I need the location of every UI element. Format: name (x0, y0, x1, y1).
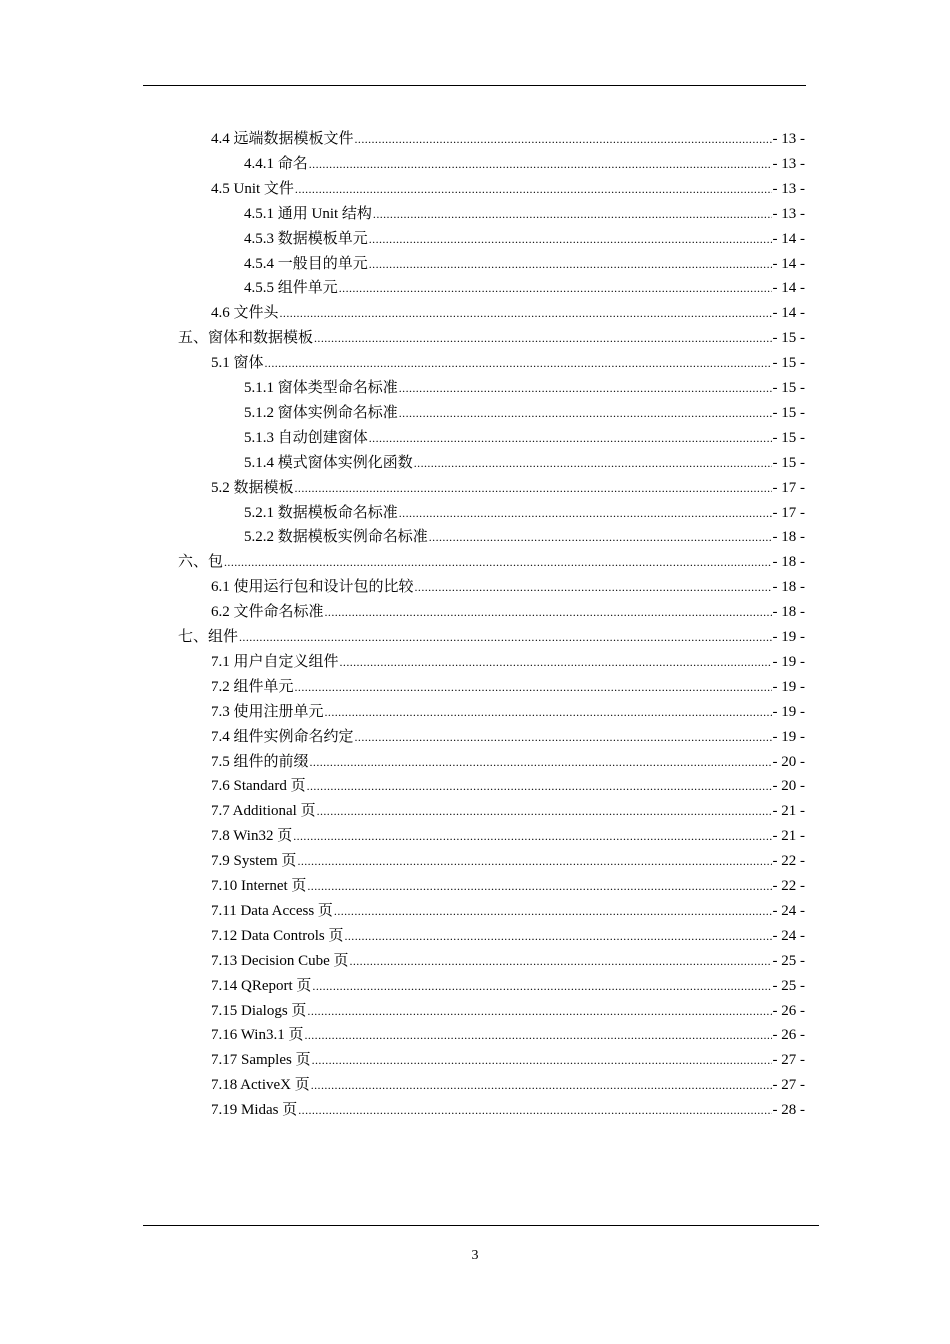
toc-entry-page: - 14 - (772, 305, 805, 322)
page-number: 3 (471, 1248, 479, 1263)
toc-entry[interactable] (244, 249, 805, 273)
toc-entry-title: 7.8 Win32 页 (211, 828, 293, 845)
toc-entry-title: 6.2 文件命名标准 (211, 604, 324, 621)
toc-entry-page: - 15 - (772, 380, 805, 396)
toc-entry[interactable] (178, 323, 805, 347)
toc-entry-page: - 24 - (772, 927, 805, 944)
toc-entry-page: - 17 - (772, 479, 805, 496)
toc-entry-page: - 18 - (772, 554, 805, 571)
toc-dot-leader (339, 279, 772, 297)
header-rule (143, 85, 806, 86)
toc-entry-page: - 17 - (772, 504, 805, 521)
toc-entry-page: - 24 - (772, 902, 805, 919)
toc-entry[interactable] (211, 846, 805, 870)
toc-entry-page: - 19 - (772, 703, 805, 720)
toc-entry[interactable] (211, 572, 805, 596)
toc-entry-title: 7.16 Win3.1 页 (211, 1027, 304, 1044)
toc-dot-leader (369, 230, 772, 248)
toc-entry-page: - 22 - (772, 878, 805, 894)
toc-entry-page: - 19 - (772, 678, 805, 695)
toc-entry[interactable] (244, 448, 805, 472)
toc-entry-page: - 18 - (772, 529, 805, 546)
toc-entry-title: 五、窗体和数据模板 (178, 330, 314, 347)
toc-entry[interactable] (211, 1045, 805, 1069)
toc-entry-page: - 27 - (772, 1077, 805, 1094)
toc-entry-title: 7.7 Additional 页 (211, 803, 316, 820)
toc-entry[interactable] (211, 174, 805, 198)
toc-dot-leader (340, 653, 772, 671)
toc-entry-page: - 26 - (772, 1002, 805, 1019)
toc-entry[interactable] (244, 149, 805, 173)
toc-entry-title: 7.10 Internet 页 (211, 878, 307, 894)
toc-dot-leader (325, 603, 772, 621)
toc-dot-leader (345, 927, 772, 945)
toc-entry-page: - 25 - (772, 977, 805, 994)
toc-entry[interactable] (211, 473, 805, 497)
toc-entry[interactable] (211, 722, 805, 746)
toc-dot-leader (399, 504, 772, 522)
toc-entry-title: 7.19 Midas 页 (211, 1102, 298, 1119)
toc-entry[interactable] (211, 921, 805, 945)
toc-dot-leader (307, 1002, 771, 1020)
toc-entry-page: - 14 - (772, 230, 805, 247)
toc-entry-page: - 15 - (772, 355, 805, 372)
toc-entry-title: 7.4 组件实例命名约定 (211, 728, 354, 745)
toc-entry-title: 4.5.1 通用 Unit 结构 (244, 205, 372, 222)
toc-entry-page: - 19 - (772, 728, 805, 745)
toc-dot-leader (280, 304, 772, 322)
toc-entry-title: 5.1.4 模式窗体实例化函数 (244, 454, 413, 471)
toc-entry[interactable] (211, 597, 805, 621)
toc-entry-title: 7.13 Decision Cube 页 (211, 952, 349, 969)
toc-entry[interactable] (211, 1095, 805, 1119)
toc-entry-title: 5.1.2 窗体实例命名标准 (244, 404, 398, 421)
toc-dot-leader (429, 528, 772, 546)
toc-entry-title: 7.17 Samples 页 (211, 1052, 311, 1069)
toc-entry-page: - 18 - (772, 579, 805, 596)
toc-dot-leader (312, 1051, 772, 1069)
toc-dot-leader (307, 777, 772, 795)
toc-entry-page: - 21 - (772, 828, 805, 845)
toc-entry-page: - 14 - (772, 280, 805, 297)
toc-entry-title: 7.11 Data Access 页 (211, 902, 333, 919)
toc-entry[interactable] (211, 1070, 805, 1094)
toc-dot-leader (399, 379, 772, 397)
toc-entry-page: - 19 - (772, 653, 805, 670)
toc-entry-page: - 28 - (772, 1102, 805, 1119)
toc-entry-page: - 21 - (772, 803, 805, 820)
toc-entry[interactable] (211, 747, 805, 771)
toc-entry-title: 4.4.1 命名 (244, 155, 308, 172)
toc-entry-title: 5.2.2 数据模板实例命名标准 (244, 529, 428, 546)
toc-entry-title: 5.1 窗体 (211, 355, 264, 372)
toc-entry-title: 七、组件 (178, 629, 239, 645)
toc-entry-title: 7.14 QReport 页 (211, 977, 312, 994)
toc-entry[interactable] (244, 498, 805, 522)
toc-entry-page: - 14 - (772, 255, 805, 272)
toc-entry[interactable] (244, 224, 805, 248)
toc-dot-leader (355, 130, 772, 148)
toc-dot-leader (355, 728, 772, 746)
toc-dot-leader (317, 802, 772, 820)
toc-entry[interactable] (244, 273, 805, 297)
toc-dot-leader (293, 827, 771, 845)
toc-entry[interactable] (244, 398, 805, 422)
toc-dot-leader (297, 852, 771, 870)
toc-entry-title: 4.4 远端数据模板文件 (211, 131, 354, 147)
toc-dot-leader (373, 205, 772, 223)
toc-entry[interactable] (211, 348, 805, 372)
toc-entry-title: 4.5.5 组件单元 (244, 280, 338, 297)
toc-dot-leader (349, 952, 771, 970)
toc-dot-leader (295, 479, 772, 497)
toc-dot-leader (295, 180, 772, 198)
toc-entry-page: - 15 - (772, 429, 805, 446)
toc-entry-page: - 26 - (772, 1027, 805, 1044)
toc-entry-title: 7.15 Dialogs 页 (211, 1002, 307, 1019)
toc-entry[interactable] (211, 672, 805, 696)
toc-entry-page: - 22 - (772, 853, 805, 870)
toc-entry-page: - 27 - (772, 1052, 805, 1069)
toc-entry[interactable] (211, 298, 805, 322)
toc-entry-page: - 20 - (772, 753, 805, 770)
toc-dot-leader (334, 902, 772, 920)
toc-entry-title: 6.1 使用运行包和设计包的比较 (211, 579, 414, 596)
toc-entry-page: - 19 - (772, 629, 805, 645)
toc-entry-title: 4.6 文件头 (211, 305, 279, 322)
toc-dot-leader (312, 977, 771, 995)
toc-entry-title: 7.3 使用注册单元 (211, 703, 324, 720)
toc-entry[interactable] (244, 423, 805, 447)
toc-dot-leader (325, 703, 772, 721)
toc-dot-leader (369, 429, 772, 447)
toc-entry-page: - 20 - (772, 778, 805, 795)
footer-rule (143, 1225, 819, 1226)
toc-dot-leader (295, 678, 772, 696)
toc-entry-title: 7.6 Standard 页 (211, 778, 306, 795)
toc-entry[interactable] (244, 199, 805, 223)
toc-entry[interactable] (178, 622, 805, 646)
toc-entry[interactable] (211, 821, 805, 845)
toc-entry-page: - 13 - (772, 205, 805, 222)
toc-entry-title: 5.1.1 窗体类型命名标准 (244, 380, 398, 396)
toc-entry[interactable] (211, 796, 805, 820)
toc-dot-leader (314, 329, 771, 347)
toc-entry-page: - 13 - (772, 155, 805, 172)
toc-entry[interactable] (211, 971, 805, 995)
toc-dot-leader (369, 255, 772, 273)
toc-entry[interactable] (211, 946, 805, 970)
toc-entry-title: 4.5 Unit 文件 (211, 180, 294, 197)
toc-entry-page: - 18 - (772, 604, 805, 621)
toc-entry[interactable] (211, 996, 805, 1020)
toc-entry-page: - 13 - (772, 131, 805, 147)
toc-entry-title: 7.18 ActiveX 页 (211, 1077, 310, 1094)
toc-dot-leader (415, 578, 772, 596)
toc-dot-leader (265, 354, 772, 372)
toc-entry-title: 7.12 Data Controls 页 (211, 927, 344, 944)
toc-entry-title: 5.2.1 数据模板命名标准 (244, 504, 398, 521)
toc-entry-title: 7.5 组件的前缀 (211, 753, 309, 770)
toc-entry[interactable] (211, 896, 805, 920)
toc-dot-leader (224, 553, 771, 571)
toc-dot-leader (414, 454, 772, 472)
toc-entry-page: - 15 - (772, 404, 805, 421)
toc-entry-title: 5.1.3 自动创建窗体 (244, 429, 368, 446)
toc-dot-leader (304, 1026, 771, 1044)
toc-entry-title: 4.5.3 数据模板单元 (244, 230, 368, 247)
toc-dot-leader (307, 877, 771, 895)
toc-entry[interactable] (211, 1020, 805, 1044)
toc-dot-leader (298, 1101, 771, 1119)
toc-dot-leader (239, 628, 771, 646)
toc-dot-leader (311, 1076, 772, 1094)
toc-entry-title: 六、包 (178, 554, 224, 571)
toc-entry[interactable] (178, 547, 805, 571)
toc-entry[interactable] (244, 373, 805, 397)
toc-entry-title: 7.9 System 页 (211, 853, 297, 870)
toc-entry[interactable] (211, 124, 805, 148)
toc-entry[interactable] (211, 697, 805, 721)
toc-dot-leader (399, 404, 772, 422)
toc-dot-leader (310, 753, 772, 771)
toc-entry-page: - 13 - (772, 180, 805, 197)
toc-entry-title: 4.5.4 一般目的单元 (244, 255, 368, 272)
toc-entry-title: 7.1 用户自定义组件 (211, 653, 339, 670)
toc-entry-title: 5.2 数据模板 (211, 479, 294, 496)
toc-entry-page: - 25 - (772, 952, 805, 969)
toc-entry-page: - 15 - (772, 454, 805, 471)
toc-entry-title: 7.2 组件单元 (211, 678, 294, 695)
toc-dot-leader (309, 155, 772, 173)
toc-entry[interactable] (211, 771, 805, 795)
toc-entry[interactable] (244, 522, 805, 546)
toc-entry[interactable] (211, 871, 805, 895)
toc-entry-page: - 15 - (772, 330, 805, 347)
toc-entry[interactable] (211, 647, 805, 671)
